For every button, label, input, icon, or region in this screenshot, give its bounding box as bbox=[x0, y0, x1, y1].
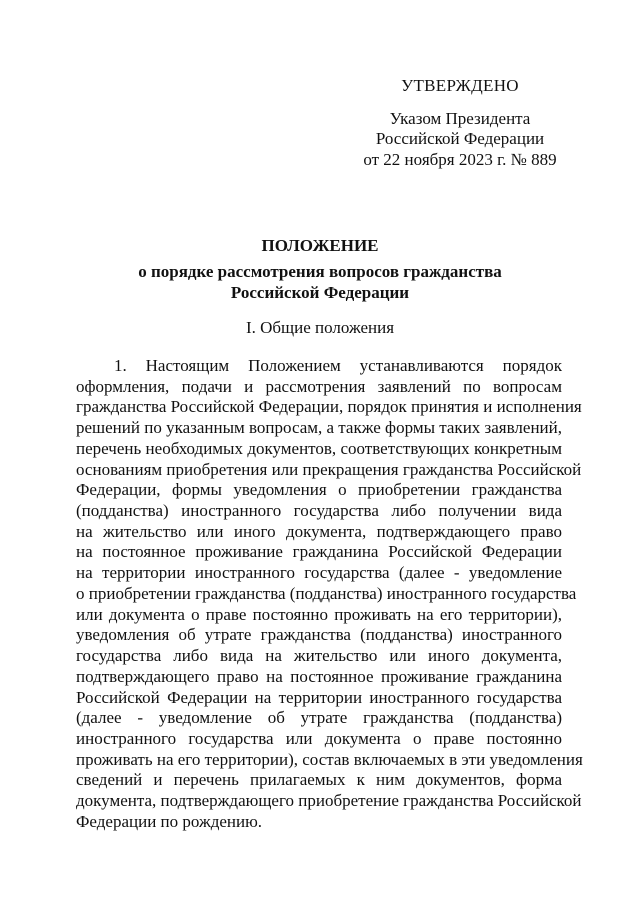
paragraph-line: подтверждающего право на постоянное проживание гражданина bbox=[76, 666, 562, 686]
paragraph-line: (далее - уведомление об утрате гражданства (подданства) bbox=[76, 708, 562, 728]
paragraph-line: документа, подтверждающего приобретение гражданства Российской bbox=[76, 791, 582, 811]
paragraph-line: перечень необходимых документов, соответствующих конкретным bbox=[76, 438, 562, 458]
paragraph-line: сведений и перечень прилагаемых к ним документов, форма bbox=[76, 770, 562, 790]
paragraph-line: Федерации по рождению. bbox=[76, 811, 263, 831]
paragraph-line: гражданства Российской Федерации, порядок принятия и исполнения bbox=[76, 397, 582, 417]
paragraph-line: 1. Настоящим Положением устанавливаются порядок bbox=[114, 356, 562, 375]
approval-line: Российской Федерации bbox=[375, 129, 545, 148]
subtitle-line: Российской Федерации bbox=[230, 282, 410, 302]
paragraph-line: о приобретении гражданства (подданства) иностранного государства bbox=[76, 583, 577, 603]
paragraph-line: на территории иностранного государства (далее - уведомление bbox=[76, 563, 562, 583]
paragraph-line: или документа о праве постоянно проживать на его территории), bbox=[76, 604, 562, 624]
paragraph-line: оформления, подачи и рассмотрения заявлений по вопросам bbox=[76, 376, 562, 396]
approval-line: Указом Президента bbox=[389, 108, 531, 128]
paragraph-line: решений по указанным вопросам, а также формы таких заявлений, bbox=[76, 418, 562, 438]
paragraph-line: государства либо вида на жительство или иного документа, bbox=[76, 646, 562, 666]
paragraph-line: Российской Федерации на территории иностранного государства bbox=[76, 687, 562, 707]
paragraph-line: основаниям приобретения или прекращения гражданства Российской bbox=[76, 459, 582, 479]
paragraph-line: (подданства) иностранного государства либо получении вида bbox=[76, 501, 562, 521]
paragraph-line: на жительство или иного документа, подтверждающего право bbox=[76, 521, 562, 541]
document-subtitle bbox=[0, 262, 640, 303]
document-title: ПОЛОЖЕНИЕ bbox=[261, 236, 379, 255]
approval-block bbox=[355, 76, 565, 170]
paragraph-line: на постоянное проживание гражданина Российской Федерации bbox=[76, 542, 562, 562]
paragraph-1 bbox=[76, 356, 583, 833]
approval-line: от 22 ноября 2023 г. № 889 bbox=[363, 149, 557, 169]
subtitle-line: о порядке рассмотрения вопросов гражданства bbox=[138, 262, 502, 281]
section-heading: I. Общие положения bbox=[245, 318, 395, 337]
approval-stamp: УТВЕРЖДЕНО bbox=[401, 76, 519, 95]
paragraph-line: уведомления об утрате гражданства (подданства) иностранного bbox=[76, 625, 562, 645]
paragraph-line: проживать на его территории), состав включаемых в эти уведомления bbox=[76, 749, 583, 769]
paragraph-line: иностранного государства или документа о праве постоянно bbox=[76, 728, 562, 748]
paragraph-line: Федерации, формы уведомления о приобретении гражданства bbox=[76, 480, 562, 500]
